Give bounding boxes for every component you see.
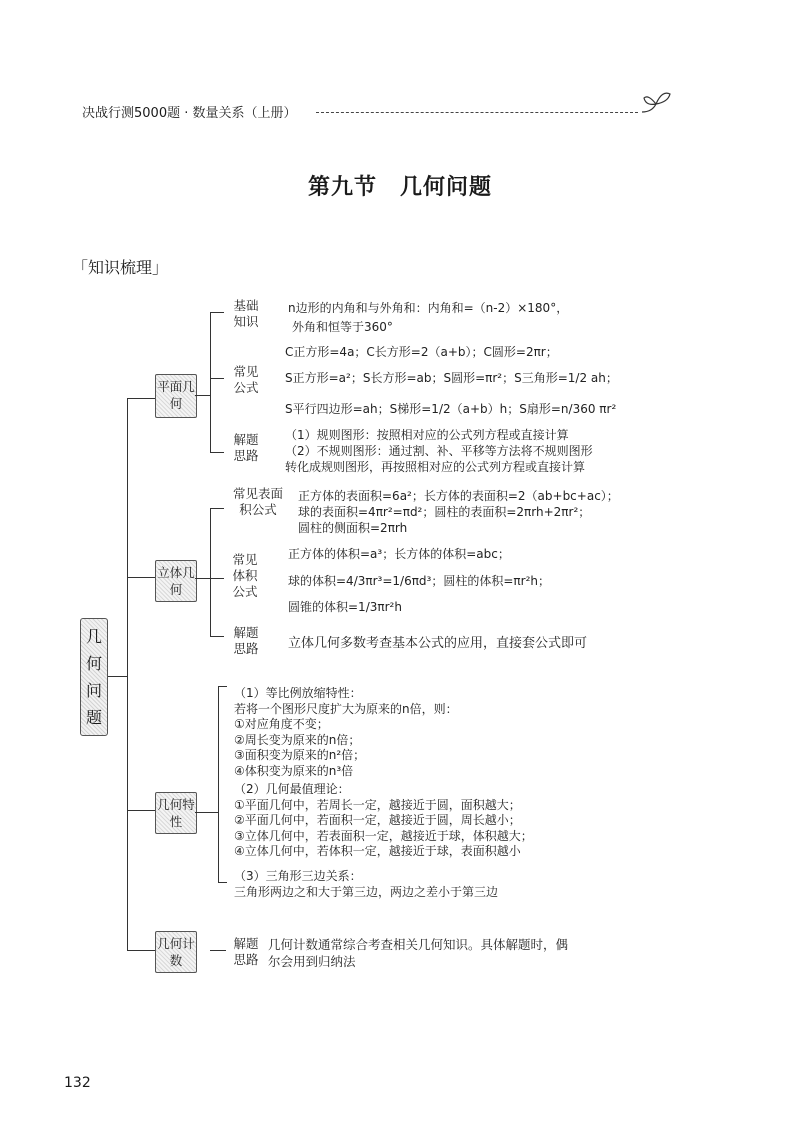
solid-solve-label: 解题思路 [233,625,259,656]
counting-solve-label: 解题思路 [233,936,259,967]
counting-text [268,936,568,970]
plane-solve-line-2: （2）不规则图形：通过割、补、平移等方法将不规则图形 [285,444,593,458]
property-group-3 [234,868,498,900]
geometry-counting-node [155,931,197,973]
plane-solve-line-1: （1）规则图形：按照相对应的公式列方程或直接计算 [285,428,569,442]
property-g1-line: （1）等比例放缩特性： [234,686,362,700]
solid-area-label: 常见表面积公式 [232,486,283,517]
property-g2-line: ①平面几何中，若周长一定，越接近于圆，面积越大； [234,797,521,812]
plane-solve-label: 解题思路 [233,432,259,463]
geometry-property-node [155,792,197,834]
page-number: 132 [64,1075,91,1091]
plane-label: 平面几何 [157,379,195,411]
property-g2-line: ③立体几何中，若表面积一定，越接近于球，体积越大； [234,828,533,843]
plane-basic-line-2: 外角和恒等于360° [292,320,393,334]
sprout-icon [638,86,674,116]
counting-label: 几何计数 [157,936,195,968]
property-g3-line: （3）三角形三边关系： [234,869,362,883]
solid-solve-line: 立体几何多数考查基本公式的应用，直接套公式即可 [288,636,588,651]
root-node [80,618,108,736]
property-g2-line: （2）几何最值理论： [234,782,350,796]
solid-geometry-node [155,560,197,602]
plane-formula-line-3: S平行四边形=ah；S梯形=1/2（a+b）h；S扇形=n/360 πr² [285,402,617,416]
solid-label: 立体几何 [157,565,195,597]
plane-basic-line-1: n边形的内角和与外角和：内角和=（n-2）×180°， [288,301,569,315]
plane-basic-label: 基础知识 [233,298,259,329]
property-g1-line: ③面积变为原来的n²倍； [234,748,366,762]
counting-line: 尔会用到归纳法 [268,954,356,969]
plane-geometry-node [155,374,197,418]
plane-formula-line-2: S正方形=a²；S长方形=ab；S圆形=πr²；S三角形=1/2 ah； [285,371,618,385]
property-group-1 [234,686,458,779]
main-trunk [127,398,128,950]
header-rule [316,112,638,113]
property-g2-line: ②平面几何中，若面积一定，越接近于圆，周长越小； [234,813,521,827]
property-group-2 [234,782,533,860]
running-header: 决战行测5000题 · 数量关系（上册） [82,106,297,121]
solid-volume-line-2: 球的体积=4/3πr³=1/6πd³；圆柱的体积=πr²h； [288,574,550,588]
property-g1-line: ①对应角度不变； [234,717,329,731]
property-g2-line: ④立体几何中，若体积一定，越接近于球，表面积越小 [234,844,521,858]
solid-volume-line-3: 圆锥的体积=1/3πr²h [288,600,402,614]
plane-formula-label: 常见公式 [233,364,259,395]
page-title: 第九节 几何问题 [307,175,492,200]
property-g1-line: ④体积变为原来的n³倍 [234,763,354,778]
solid-volume-label: 常见体积公式 [232,552,258,599]
root-label: 几何问题 [86,627,103,727]
counting-line: 几何计数通常综合考查相关几何知识。具体解题时，偶 [268,937,569,952]
solid-area-line-2: 球的表面积=4πr²=πd²；圆柱的表面积=2πrh+2πr²； [298,505,591,519]
property-g1-line: ②周长变为原来的n倍； [234,732,361,747]
property-g1-line: 若将一个图形尺度扩大为原来的n倍，则： [234,701,458,716]
plane-formula-line-1: C正方形=4a；C长方形=2（a+b）；C圆形=2πr； [285,345,558,359]
section-label: 「知识梳理」 [72,258,169,277]
solid-area-line-3: 圆柱的侧面积=2πrh [298,521,408,535]
property-g3-line: 三角形两边之和大于第三边，两边之差小于第三边 [234,885,499,899]
solid-area-line-1: 正方体的表面积=6a²；长方体的表面积=2（ab+bc+ac）； [298,489,619,503]
root-connector [108,676,127,677]
property-label: 几何特性 [157,797,195,829]
solid-volume-line-1: 正方体的体积=a³；长方体的体积=abc； [288,547,510,561]
plane-solve-line-3: 转化成规则图形，再按照相对应的公式列方程或直接计算 [285,460,586,474]
